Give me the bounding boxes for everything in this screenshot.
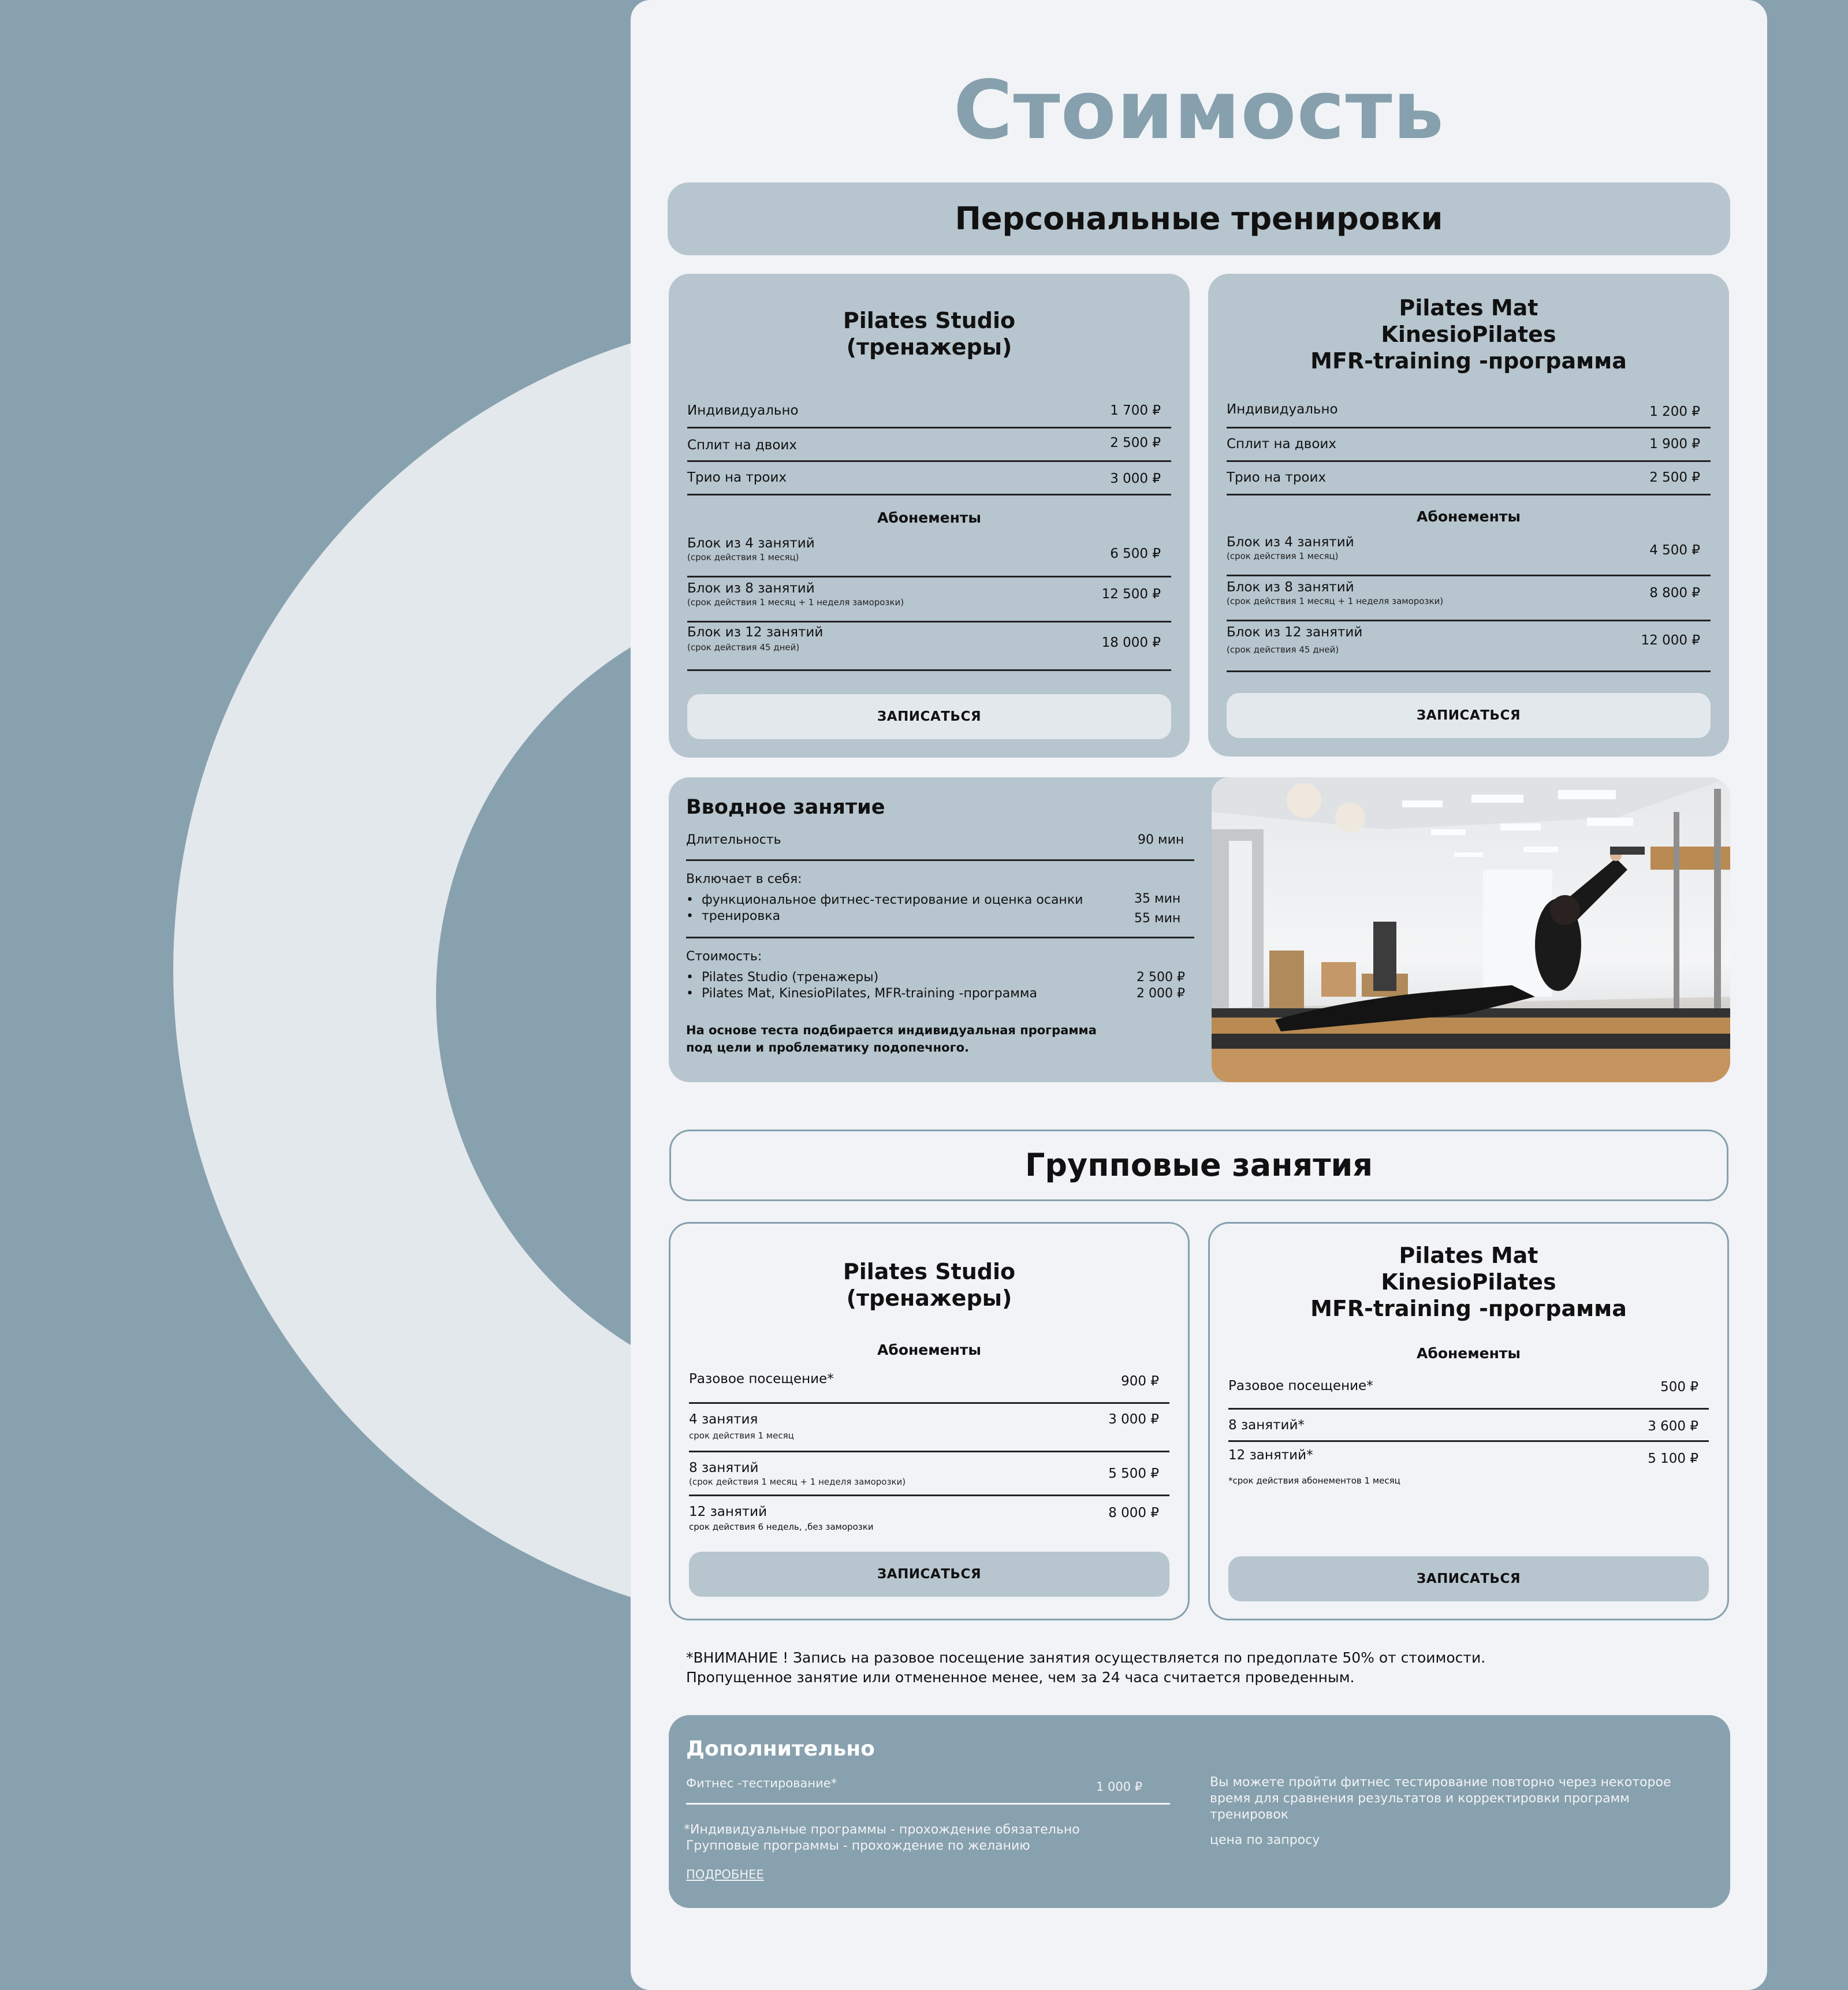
notice-line1: *ВНИМАНИЕ ! Запись на разовое посещение занятия осуществляется по предоплате 50% от стоимости.	[686, 1649, 1486, 1666]
divider	[686, 1803, 1170, 1805]
extra-title: Дополнительно	[686, 1737, 875, 1761]
price-row: 8 занятий* 3 600 ₽	[1228, 1410, 1709, 1442]
extra-note-line1: *Индивидуальные программы - прохождение обязательно	[684, 1823, 1080, 1837]
group-studio-card	[669, 1222, 1190, 1620]
background-right	[1767, 0, 1848, 1990]
photo-illustration	[1212, 777, 1730, 1082]
card-title: Pilates Mat KinesioPilates MFR-training -программа	[1310, 295, 1627, 374]
cost-item: • Pilates Mat, KinesioPilates, MFR-training -программа	[686, 986, 1037, 1001]
price-row: 8 занятий (срок действия 1 месяц + 1 неделя заморозки) 5 500 ₽	[689, 1452, 1169, 1496]
extra-right-line3: тренировок	[1210, 1808, 1289, 1822]
subscription-row: Блок из 12 занятий (срок действия 45 дней) 18 000 ₽	[687, 623, 1171, 671]
extra-note-line2: Групповые программы - прохождение по желанию	[686, 1839, 1030, 1853]
extra-right-line2: время для сравнения результатов и корректировки программ	[1210, 1791, 1630, 1806]
includes-value: 35 мин	[1134, 892, 1181, 906]
pricing-panel	[631, 0, 1767, 1990]
includes-label: Включает в себя:	[686, 872, 802, 886]
includes-value: 55 мин	[1134, 911, 1181, 926]
price-row: Разовое посещение* 500 ₽	[1228, 1372, 1709, 1410]
includes-item: • тренировка	[686, 909, 781, 923]
personal-banner: Персональные тренировки	[668, 182, 1730, 255]
subscriptions-heading: Абонементы	[1417, 508, 1521, 525]
subscription-row: Блок из 8 занятий (срок действия 1 месяц + 1 неделя заморозки) 8 800 ₽	[1227, 576, 1711, 621]
price-row: 12 занятий срок действия 6 недель, ,без заморозки 8 000 ₽	[689, 1504, 1159, 1532]
cost-value: 2 000 ₽	[1137, 986, 1185, 1001]
subscriptions-heading: Абонементы	[1417, 1345, 1521, 1362]
price-row: Разовое посещение* 900 ₽	[689, 1365, 1169, 1404]
price-row: 12 занятий* 5 100 ₽	[1228, 1448, 1698, 1466]
subscriptions-heading: Абонементы	[877, 1341, 981, 1358]
extra-right-price: цена по запросу	[1210, 1833, 1320, 1847]
divider	[686, 937, 1194, 938]
extra-section	[669, 1715, 1730, 1908]
fitness-test-price: 1 000 ₽	[1096, 1780, 1143, 1794]
signup-button[interactable]: ЗАПИСАТЬСЯ	[689, 1552, 1169, 1597]
intro-note-line1: На основе теста подбирается индивидуальная программа	[686, 1023, 1097, 1037]
price-row: Трио на троих 2 500 ₽	[1227, 462, 1711, 495]
signup-button[interactable]: ЗАПИСАТЬСЯ	[687, 694, 1171, 739]
cost-label: Стоимость:	[686, 949, 762, 964]
includes-item: • функциональное фитнес-тестирование и оценка осанки	[686, 893, 1083, 907]
signup-button[interactable]: ЗАПИСАТЬСЯ	[1227, 693, 1711, 738]
card-title: Pilates Studio (тренажеры)	[843, 1259, 1016, 1311]
intro-session-card	[669, 777, 1730, 1082]
intro-title: Вводное занятие	[686, 796, 885, 819]
card-title: Pilates Mat KinesioPilates MFR-training -программа	[1310, 1243, 1627, 1321]
group-mat-footnote: *срок действия абонементов 1 месяц	[1228, 1475, 1400, 1486]
price-row: Трио на троих 3 000 ₽	[687, 462, 1171, 495]
extra-right-line1: Вы можете пройти фитнес тестирование повторно через некоторое	[1210, 1775, 1671, 1790]
subscription-row: Блок из 12 занятий (срок действия 45 дней) 12 000 ₽	[1227, 621, 1711, 672]
more-link[interactable]: ПОДРОБНЕЕ	[686, 1868, 764, 1881]
subscriptions-heading: Абонементы	[877, 509, 981, 526]
price-row: Индивидуально 1 200 ₽	[1227, 395, 1711, 428]
page-title: Стоимость	[953, 64, 1445, 158]
background-left	[0, 0, 631, 1990]
intro-note-line2: под цели и проблематику подопечного.	[686, 1041, 969, 1054]
fitness-test-label: Фитнес -тестирование*	[686, 1776, 837, 1790]
price-row: Сплит на двоих 1 900 ₽	[1227, 428, 1711, 462]
pilates-studio-photo	[1212, 777, 1730, 1082]
price-row: Индивидуально 1 700 ₽	[687, 395, 1171, 428]
duration-value: 90 мин	[1138, 833, 1184, 847]
group-banner: Групповые занятия	[669, 1130, 1728, 1201]
cost-value: 2 500 ₽	[1137, 970, 1185, 985]
duration-label: Длительность	[686, 833, 781, 847]
subscription-row: Блок из 8 занятий (срок действия 1 месяц + 1 неделя заморозки) 12 500 ₽	[687, 577, 1171, 623]
notice-line2: Пропущенное занятие или отмененное менее, чем за 24 часа считается проведенным.	[686, 1669, 1355, 1686]
price-row: 4 занятия срок действия 1 месяц 3 000 ₽	[689, 1404, 1169, 1452]
subscription-row: Блок из 4 занятий (срок действия 1 месяц) 4 500 ₽	[1227, 531, 1711, 576]
personal-studio-card	[669, 274, 1190, 758]
signup-button[interactable]: ЗАПИСАТЬСЯ	[1228, 1556, 1709, 1601]
group-mat-card	[1208, 1222, 1729, 1620]
price-row: Сплит на двоих 2 500 ₽	[687, 428, 1171, 462]
divider	[686, 859, 1194, 861]
personal-mat-card	[1208, 274, 1729, 757]
card-title: Pilates Studio (тренажеры)	[843, 308, 1016, 360]
subscription-row: Блок из 4 занятий (срок действия 1 месяц) 6 500 ₽	[687, 532, 1171, 577]
cost-item: • Pilates Studio (тренажеры)	[686, 970, 879, 985]
